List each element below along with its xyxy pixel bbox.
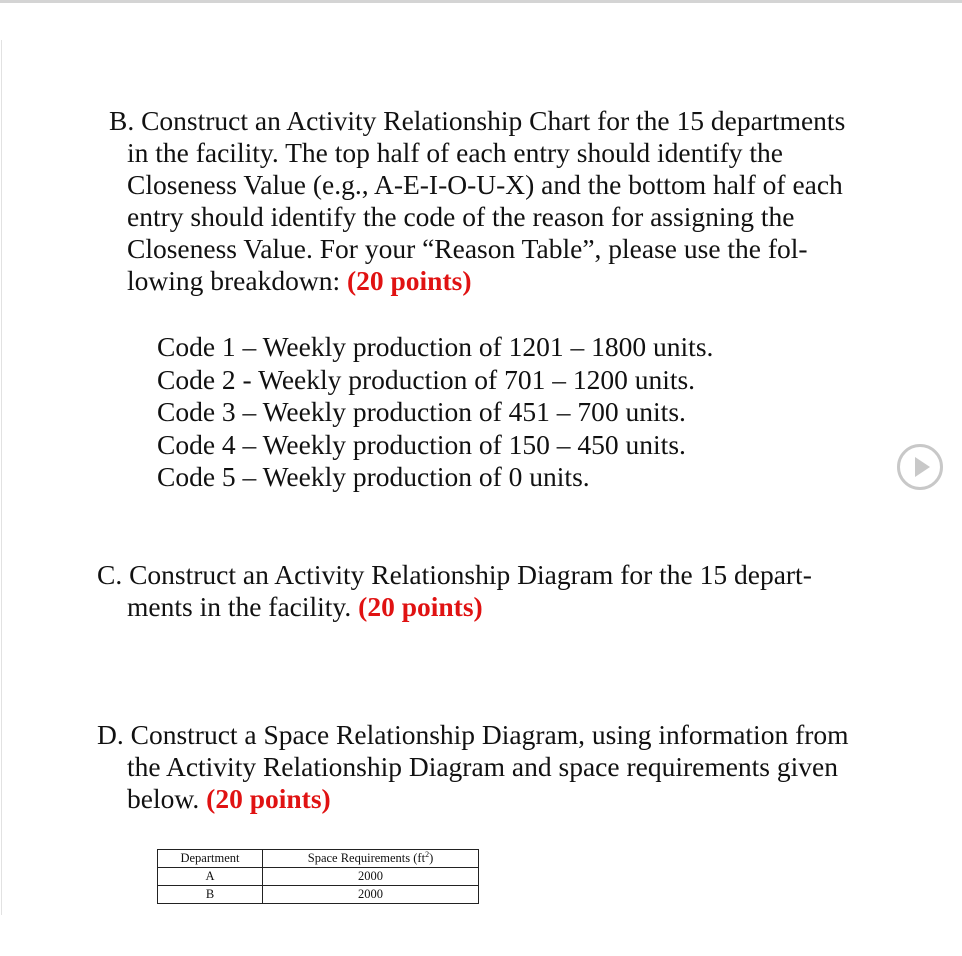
section-c-line: C. Construct an Activity Relationship Diagram for the 15 depart- xyxy=(97,559,812,590)
top-divider xyxy=(0,0,962,3)
table-cell-department: B xyxy=(158,886,263,904)
section-d-last-line xyxy=(97,783,849,815)
section-b-line: in the facility. The top half of each entry should identify the xyxy=(127,137,783,168)
section-d-line: below. xyxy=(127,783,207,814)
section-c-points: (20 points) xyxy=(358,591,483,622)
section-d-points: (20 points) xyxy=(206,783,331,814)
section-c-last-line xyxy=(97,591,812,623)
section-b-paragraph xyxy=(109,105,845,297)
section-b-line: entry should identify the code of the reason for assigning the xyxy=(127,201,795,232)
section-b-last-line xyxy=(109,265,845,297)
play-icon xyxy=(896,443,944,491)
code-item: Code 4 – Weekly production of 150 – 450 units. xyxy=(157,428,686,460)
section-d-line: the Activity Relationship Diagram and space requirements given xyxy=(127,751,838,782)
section-b-line: B. Construct an Activity Relationship Chart for the 15 departments xyxy=(109,105,846,136)
table-header-row xyxy=(158,850,479,868)
code-item: Code 1 – Weekly production of 1201 – 1800 units. xyxy=(157,331,714,362)
table-header-space: Space Requirements $(ft^2)$ xyxy=(263,850,479,868)
section-c-line: ments in the facility. xyxy=(127,591,359,622)
table-row xyxy=(158,886,479,904)
code-item: Code 3 – Weekly production of 451 – 700 units. xyxy=(157,396,686,427)
table-header-department: Department xyxy=(158,850,263,868)
space-requirements-table xyxy=(157,849,479,904)
section-b-points: (20 points) xyxy=(346,265,472,296)
left-page-edge xyxy=(1,40,2,915)
table-cell-space: 2000 xyxy=(263,886,479,904)
reason-codes-list xyxy=(157,331,713,494)
code-item: Code 5 – Weekly production of 0 units. xyxy=(157,461,590,492)
section-b-line: lowing breakdown: xyxy=(127,265,347,296)
section-d-paragraph xyxy=(97,719,849,815)
code-item: Code 2 - Weekly production of 701 – 1200 units. xyxy=(157,363,696,395)
table-cell-department: A xyxy=(158,868,263,886)
play-button[interactable] xyxy=(896,443,944,491)
table-row xyxy=(158,868,479,886)
section-b-line: Closeness Value. For your “Reason Table”, please use the fol- xyxy=(127,233,808,264)
table-cell-space: 2000 xyxy=(263,868,479,886)
section-b-line: Closeness Value (e.g., A-E-I-O-U-X) and the bottom half of each xyxy=(127,169,843,200)
section-d-line: D. Construct a Space Relationship Diagram, using information from xyxy=(97,719,849,750)
section-c-paragraph xyxy=(97,559,812,623)
